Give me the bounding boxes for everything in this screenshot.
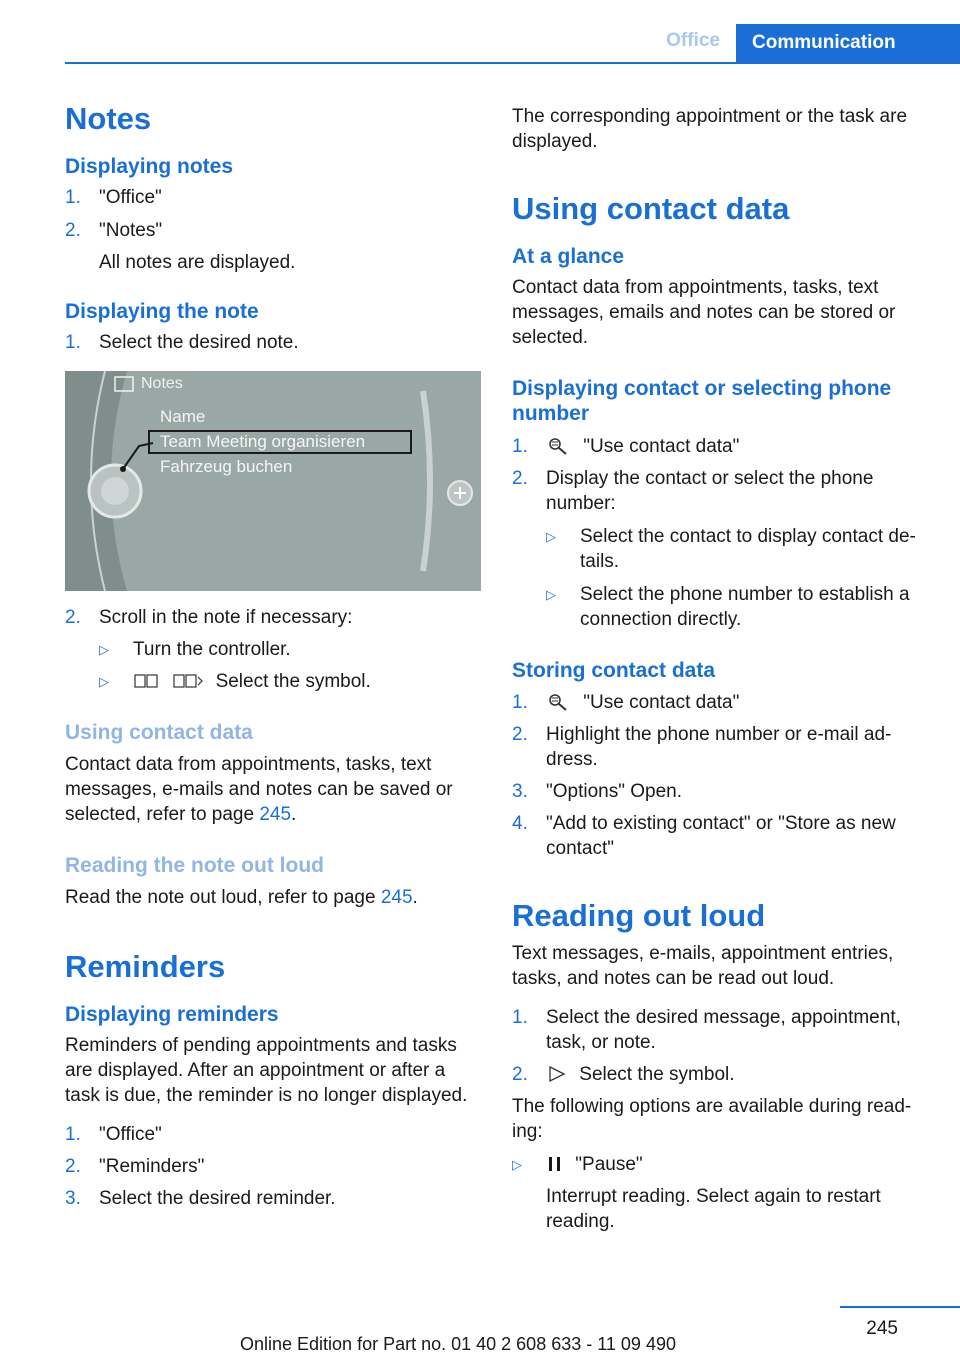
list-text: Select the desired message, appointment, task, or note. [546, 1007, 901, 1053]
using-contact-text [65, 752, 481, 827]
list-number: 2. [65, 607, 81, 628]
list-item [65, 218, 481, 243]
right-column [512, 100, 932, 1234]
list-item [512, 1062, 932, 1087]
list-number: 1. [65, 332, 81, 353]
book-next-icon [172, 672, 204, 690]
list-item [65, 1154, 481, 1179]
book-prev-icon [133, 672, 161, 690]
left-column [65, 100, 481, 1211]
list-text: "Options" Open. [546, 781, 683, 802]
at-a-glance-text: Contact data from appointments, tasks, text messages, emails and notes can be stored or selected. [512, 277, 896, 348]
screen-item-name: Name [160, 407, 206, 426]
list-item [65, 185, 481, 210]
contact-search-icon [546, 693, 572, 711]
list-number: 2. [512, 724, 528, 745]
list-text: Scroll in the note if necessary: [99, 607, 353, 628]
list-item [65, 605, 481, 630]
list-number: 4. [512, 813, 528, 834]
screen-item-team-meeting: Team Meeting organisieren [160, 432, 366, 451]
list-text: Select the desired reminder. [99, 1188, 336, 1209]
list-text: Select the desired note. [99, 332, 299, 353]
bullet-triangle-icon: ▷ [512, 1157, 522, 1172]
notes-displayed-text: All notes are displayed. [99, 252, 296, 273]
reminders-title: Reminders [65, 949, 226, 984]
pause-label: "Pause" [575, 1154, 643, 1175]
list-number: 2. [512, 468, 528, 489]
pause-text: Interrupt reading. Select again to restart reading. [546, 1186, 881, 1232]
contact-title: Using contact data [512, 191, 790, 226]
displaying-reminders-heading: Displaying reminders [65, 1003, 279, 1026]
edition-text: Online Edition for Part no. 01 40 2 608 633 - 11 09 490 [240, 1334, 676, 1354]
pause-icon [546, 1155, 564, 1173]
bullet-triangle-icon: ▷ [546, 587, 556, 602]
bullet-item [546, 582, 932, 632]
punctuation: . [291, 804, 297, 825]
list-text: "Notes" [99, 220, 163, 241]
list-number: 2. [65, 1156, 81, 1177]
list-text: Display the contact or select the phone number: [546, 468, 874, 514]
list-text: "Office" [99, 1124, 162, 1145]
bullet-item [99, 669, 481, 694]
bullet-item [512, 1152, 932, 1177]
contact-search-icon [546, 437, 572, 455]
header-section-office: Office [666, 30, 720, 51]
bullet-text: Select the symbol. [215, 671, 371, 692]
notes-title: Notes [65, 101, 152, 136]
reminders-text: Reminders of pending appointments and tasks are displayed. After an appointment or after a task is due, the reminder is no longer displayed. [65, 1035, 468, 1106]
page-number-bar [840, 1306, 960, 1308]
list-item [512, 434, 932, 459]
list-text: "Use contact data" [583, 692, 740, 713]
list-item [512, 466, 932, 516]
bullet-text: Select the phone number to establish a connection directly. [580, 584, 910, 630]
idrive-notes-screenshot [65, 371, 481, 591]
displaying-note-heading: Displaying the note [65, 300, 259, 323]
bullet-text: Turn the controller. [133, 639, 291, 660]
display-contact-heading: Displaying contact or selecting phone number [512, 377, 892, 425]
storing-contact-heading: Storing contact data [512, 659, 716, 682]
list-item [512, 722, 932, 772]
reading-note-heading: Reading the note out loud [65, 854, 324, 877]
list-item [512, 690, 932, 715]
play-icon [546, 1065, 568, 1083]
reading-out-loud-title: Reading out loud [512, 898, 766, 933]
reading-note-body: Read the note out loud, refer to page [65, 887, 381, 908]
list-number: 1. [512, 436, 528, 457]
page-footer [0, 1318, 960, 1362]
punctuation: . [412, 887, 418, 908]
page-header [65, 24, 960, 64]
bullet-triangle-icon: ▷ [99, 642, 109, 657]
screen-title: Notes [141, 375, 183, 392]
list-text: "Add to existing contact" or "Store as new contact" [546, 813, 896, 859]
list-item [512, 779, 932, 804]
bullet-text: Select the contact to display contact details. [580, 526, 916, 572]
list-number: 3. [512, 781, 528, 802]
list-text: "Office" [99, 187, 162, 208]
list-item [65, 1122, 481, 1147]
list-text: "Reminders" [99, 1156, 205, 1177]
bullet-triangle-icon: ▷ [546, 529, 556, 544]
reading-out-loud-text: Text messages, e-mails, appointment entries, tasks, and notes can be read out loud. [512, 943, 894, 989]
list-number: 2. [65, 220, 81, 241]
using-contact-body: Contact data from appointments, tasks, text messages, e-mails and notes can be saved or selected, refer to page [65, 754, 453, 825]
options-text: The following options are available during reading: [512, 1096, 912, 1142]
list-text: Select the symbol. [579, 1064, 735, 1085]
list-number: 1. [65, 1124, 81, 1145]
header-chapter-communication: Communication [736, 24, 960, 62]
reading-note-text [65, 885, 481, 910]
list-item [65, 330, 481, 355]
bullet-item [546, 524, 932, 574]
at-a-glance-heading: At a glance [512, 245, 625, 268]
list-item [512, 1005, 932, 1055]
list-number: 2. [512, 1064, 528, 1085]
displaying-notes-heading: Displaying notes [65, 155, 234, 178]
using-contact-heading: Using contact data [65, 721, 253, 744]
list-item [65, 1186, 481, 1211]
screen-background-graphic [65, 371, 481, 591]
list-number: 1. [512, 1007, 528, 1028]
page-link-245[interactable]: 245 [259, 804, 292, 825]
list-item [512, 811, 932, 861]
intro-text: The corresponding appointment or the task are displayed. [512, 106, 908, 152]
page-number: 245 [866, 1318, 898, 1339]
bullet-item [99, 637, 481, 662]
bullet-triangle-icon: ▷ [99, 674, 109, 689]
screen-item-fahrzeug: Fahrzeug buchen [160, 457, 293, 476]
list-text: "Use contact data" [583, 436, 740, 457]
list-number: 1. [65, 187, 81, 208]
list-text: Highlight the phone number or e-mail address. [546, 724, 892, 770]
page-link-245[interactable]: 245 [380, 887, 413, 908]
list-number: 1. [512, 692, 528, 713]
list-number: 3. [65, 1188, 81, 1209]
